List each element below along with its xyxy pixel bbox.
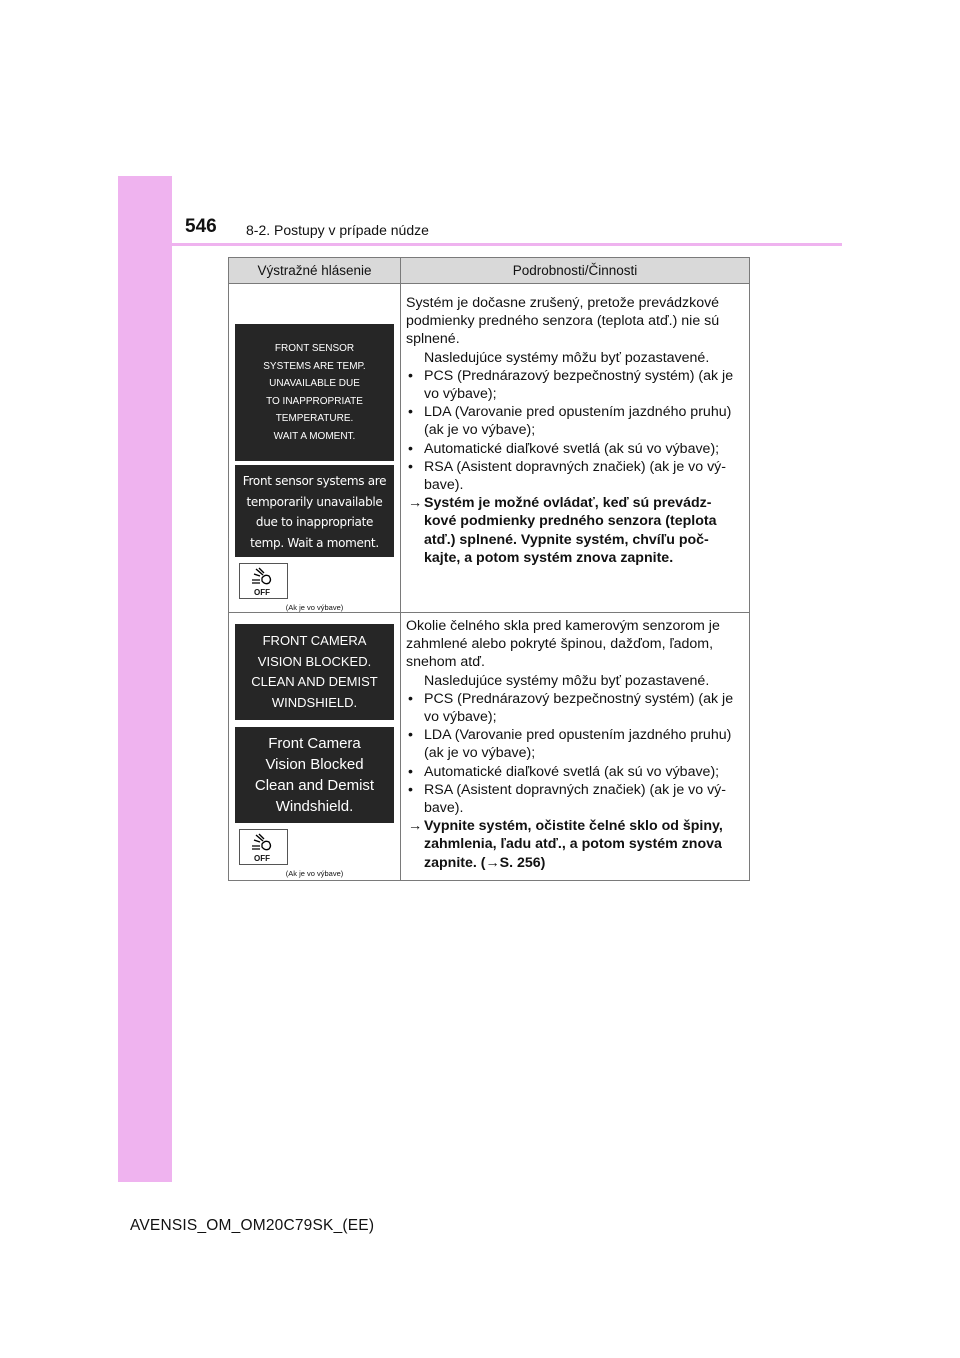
table-header-row <box>229 258 750 284</box>
display-message-caps: FRONT SENSOR SYSTEMS ARE TEMP. UNAVAILABLE DUE TO INAPPROPRIATE TEMPERATURE. WAIT A MOMENT. <box>235 324 394 461</box>
availability-note: (Ak je vo výbave) <box>285 869 344 878</box>
description-text: Systém je dočasne zrušený, pretože prevádzkové podmienky predného senzora (teplota atď.) nie sú splnené. <box>406 295 720 348</box>
warning-message-table <box>228 257 750 881</box>
list-item: • Automatické diaľkové svetlá (ak sú vo výbave); <box>408 440 720 457</box>
list-item: • PCS (Prednárazový bezpečnostný systém) (ak je vo výbave); <box>408 367 734 403</box>
page-number: 546 <box>185 216 217 237</box>
chapter-tab-bar <box>118 176 172 1182</box>
warning-cell <box>229 613 401 881</box>
list-item: • PCS (Prednárazový bezpečnostný systém) (ak je vo výbave); <box>408 690 734 726</box>
action-instruction: → Systém je možné ovládať, keď sú prevádz-kové podmienky predného senzora (teplota atď.) splnené. Vypnite systém, chvíľu poč-kajte, a potom systém znova zapnite. <box>408 495 717 566</box>
display-message-mixed: Front sensor systems are temporarily unavailable due to inappropriate temp. Wait a moment. <box>235 465 394 557</box>
table-row <box>229 613 750 881</box>
auto-high-beam-off-icon <box>239 829 288 865</box>
off-label: OFF <box>254 854 270 863</box>
document-footer: AVENSIS_OM_OM20C79SK_(EE) <box>130 1217 375 1234</box>
column-header-details: Podrobnosti/Činnosti <box>401 258 750 284</box>
warning-cell <box>229 284 401 613</box>
list-item: • RSA (Asistent dopravných značiek) (ak je vo vý-bave). <box>408 458 726 494</box>
suspended-systems-note: Nasledujúce systémy môžu byť pozastavené. <box>424 349 710 366</box>
display-message-caps: FRONT CAMERA VISION BLOCKED. CLEAN AND DEMIST WINDSHIELD. <box>235 624 394 720</box>
column-header-warning: Výstražné hlásenie <box>229 258 401 284</box>
list-item: • LDA (Varovanie pred opustením jazdného pruhu) (ak je vo výbave); <box>408 727 732 762</box>
suspended-systems-note: Nasledujúce systémy môžu byť pozastavené. <box>424 672 710 689</box>
table-row <box>229 284 750 613</box>
section-title: 8-2. Postupy v prípade núdze <box>246 222 429 238</box>
action-instruction: → Vypnite systém, očistite čelné sklo od špiny, zahmlenia, ľadu atď., a potom systém znova zapnite. (→S. 256) <box>408 818 723 871</box>
description-text: Okolie čelného skla pred kamerovým senzorom je zahmlené alebo pokryté špinou, dažďom, ľadom, snehom atď. <box>406 618 720 671</box>
list-item: • RSA (Asistent dopravných značiek) (ak je vo vý-bave). <box>408 781 726 817</box>
list-item: • Automatické diaľkové svetlá (ak sú vo výbave); <box>408 763 720 780</box>
list-item: • LDA (Varovanie pred opustením jazdného pruhu) (ak je vo výbave); <box>408 404 732 439</box>
display-message-mixed: Front Camera Vision Blocked Clean and Demist Windshield. <box>235 727 394 823</box>
header-rule <box>118 243 842 246</box>
details-cell <box>401 284 750 613</box>
availability-note: (Ak je vo výbave) <box>285 603 344 612</box>
details-cell <box>401 613 750 881</box>
auto-high-beam-off-icon <box>239 563 288 599</box>
off-label: OFF <box>254 588 270 597</box>
